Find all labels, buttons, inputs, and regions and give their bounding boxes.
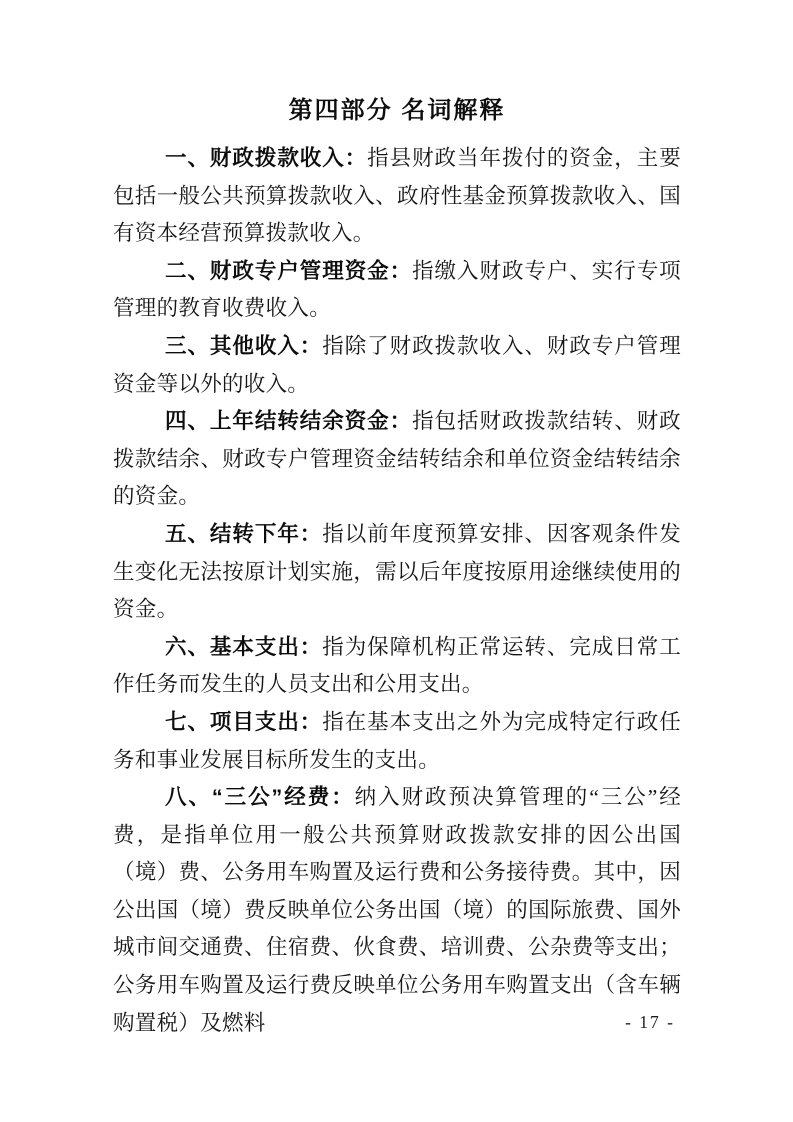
definition-text: 指在基本支出之外为完成特定行政任务和事业发展目标所发生的支出。 [113,709,681,772]
definition-text: 指除了财政拨款收入、财政专户管理资金等以外的收入。 [113,333,681,396]
definition-paragraph [113,403,681,516]
term-label: 七、项目支出： [165,709,323,734]
definition-text: 指县财政当年拨付的资金，主要包括一般公共预算拨款收入、政府性基金预算拨款收入、国有资本经营预算拨款收入。 [113,146,681,246]
term-label: 二、财政专户管理资金： [165,258,413,283]
term-label: 五、结转下年： [165,521,323,546]
term-label: 八、“三公”经费： [165,785,355,810]
definition-paragraph [113,779,681,1042]
definition-paragraph [113,253,681,328]
term-label: 三、其他收入： [165,333,323,358]
definition-paragraph [113,140,681,253]
definition-paragraph [113,328,681,403]
definition-text: 指包括财政拨款结转、财政拨款结余、财政专户管理资金结转结余和单位资金结转结余的资金。 [113,409,681,509]
term-label: 六、基本支出： [165,634,323,659]
definition-text: 纳入财政预决算管理的“三公”经费，是指单位用一般公共预算财政拨款安排的因公出国（境）费、公务用车购置及运行费和公务接待费。其中，因公出国（境）费反映单位公务出国（境）的国际旅费、国外城市间交通费、住宿费、伙食费、培训费、公杂费等支出；公务用车购置及运行费反映单位公务用车购置支出（含车辆购置税）及燃料 [113,785,681,1035]
definition-paragraph [113,516,681,629]
term-label: 一、财政拨款收入： [165,146,368,170]
definition-paragraph [113,704,681,779]
term-label: 四、上年结转结余资金： [165,409,413,434]
document-content [113,94,681,1042]
page-number: - 17 - [625,1012,675,1032]
section-title: 第四部分 名词解释 [288,97,506,124]
definition-text: 指以前年度预算安排、因客观条件发生变化无法按原计划实施，需以后年度按原用途继续使用的资金。 [113,521,681,622]
definition-text: 指缴入财政专户、实行专项管理的教育收费收入。 [113,258,681,321]
definition-paragraph [113,629,681,704]
definition-text: 指为保障机构正常运转、完成日常工作任务而发生的人员支出和公用支出。 [113,634,681,697]
